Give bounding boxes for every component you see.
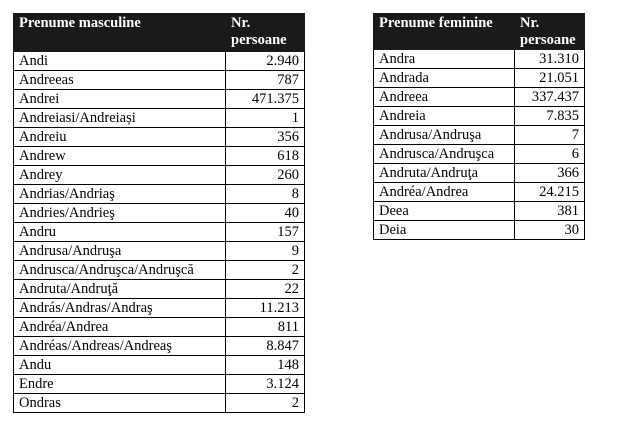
count-cell: 2.940: [226, 52, 305, 71]
table-row: [374, 69, 585, 88]
table-row: [14, 242, 305, 261]
name-cell: Endre: [14, 375, 226, 394]
count-cell: 260: [226, 166, 305, 185]
name-cell: Andrusa/Andruşa: [374, 126, 515, 145]
table-row: [374, 88, 585, 107]
count-cell: 40: [226, 204, 305, 223]
count-cell: 148: [226, 356, 305, 375]
table-row: [14, 90, 305, 109]
name-cell: Andreea: [374, 88, 515, 107]
table-row: [14, 394, 305, 413]
table-row: [374, 126, 585, 145]
table-header-row: [374, 14, 585, 50]
count-cell: 24.215: [515, 183, 585, 202]
table-row: [14, 147, 305, 166]
table-row: [374, 107, 585, 126]
count-cell: 787: [226, 71, 305, 90]
name-cell: Andruta/Andruţă: [14, 280, 226, 299]
name-cell: Andi: [14, 52, 226, 71]
table-row: [14, 223, 305, 242]
column-header-name: Prenume feminine: [374, 14, 515, 50]
name-cell: Andreia: [374, 107, 515, 126]
table-row: [14, 185, 305, 204]
name-cell: Andreiu: [14, 128, 226, 147]
count-cell: 7: [515, 126, 585, 145]
name-cell: Andréas/Andreas/Andreaş: [14, 337, 226, 356]
table-row: [374, 202, 585, 221]
name-cell: Ondras: [14, 394, 226, 413]
count-cell: 21.051: [515, 69, 585, 88]
table-row: [14, 356, 305, 375]
name-cell: Andreeas: [14, 71, 226, 90]
name-cell: Andrias/Andriaş: [14, 185, 226, 204]
name-cell: Deia: [374, 221, 515, 240]
count-cell: 7.835: [515, 107, 585, 126]
table-row: [374, 164, 585, 183]
name-cell: Andréa/Andrea: [374, 183, 515, 202]
table-row: [14, 318, 305, 337]
name-cell: Andu: [14, 356, 226, 375]
name-cell: Andries/Andrieş: [14, 204, 226, 223]
name-cell: Deea: [374, 202, 515, 221]
column-header-count: Nr. persoane: [515, 14, 585, 50]
table-row: [14, 109, 305, 128]
name-cell: Andreiasi/Andreiași: [14, 109, 226, 128]
count-cell: 2: [226, 261, 305, 280]
table-row: [14, 128, 305, 147]
name-cell: Andrew: [14, 147, 226, 166]
count-cell: 811: [226, 318, 305, 337]
table-row: [14, 261, 305, 280]
table-row: [14, 52, 305, 71]
count-cell: 2: [226, 394, 305, 413]
count-cell: 31.310: [515, 50, 585, 69]
table-row: [14, 204, 305, 223]
name-cell: Andrei: [14, 90, 226, 109]
name-cell: Andrusca/Andruşca/Andruşcă: [14, 261, 226, 280]
count-cell: 22: [226, 280, 305, 299]
name-cell: Andrusa/Andruşa: [14, 242, 226, 261]
count-cell: 356: [226, 128, 305, 147]
name-cell: Andrada: [374, 69, 515, 88]
table-row: [14, 337, 305, 356]
name-cell: Andru: [14, 223, 226, 242]
count-cell: 3.124: [226, 375, 305, 394]
name-cell: András/Andras/Andraş: [14, 299, 226, 318]
name-cell: Andrey: [14, 166, 226, 185]
table-row: [14, 280, 305, 299]
table-row: [14, 71, 305, 90]
table-header-row: [14, 14, 305, 52]
table-row: [14, 375, 305, 394]
count-cell: 471.375: [226, 90, 305, 109]
feminine-names-table: [373, 13, 585, 240]
table-row: [374, 183, 585, 202]
table-row: [14, 166, 305, 185]
count-cell: 11.213: [226, 299, 305, 318]
count-cell: 6: [515, 145, 585, 164]
count-cell: 30: [515, 221, 585, 240]
count-cell: 366: [515, 164, 585, 183]
column-header-name: Prenume masculine: [14, 14, 226, 52]
table-row: [14, 299, 305, 318]
table-row: [374, 145, 585, 164]
name-cell: Andra: [374, 50, 515, 69]
column-header-count: Nr. persoane: [226, 14, 305, 52]
count-cell: 381: [515, 202, 585, 221]
table-row: [374, 221, 585, 240]
name-cell: Andruta/Andruţa: [374, 164, 515, 183]
count-cell: 8.847: [226, 337, 305, 356]
count-cell: 1: [226, 109, 305, 128]
table-row: [374, 50, 585, 69]
count-cell: 8: [226, 185, 305, 204]
name-cell: Andréa/Andrea: [14, 318, 226, 337]
masculine-names-table: [13, 13, 305, 413]
count-cell: 9: [226, 242, 305, 261]
count-cell: 337.437: [515, 88, 585, 107]
count-cell: 157: [226, 223, 305, 242]
count-cell: 618: [226, 147, 305, 166]
name-cell: Andrusca/Andruşca: [374, 145, 515, 164]
